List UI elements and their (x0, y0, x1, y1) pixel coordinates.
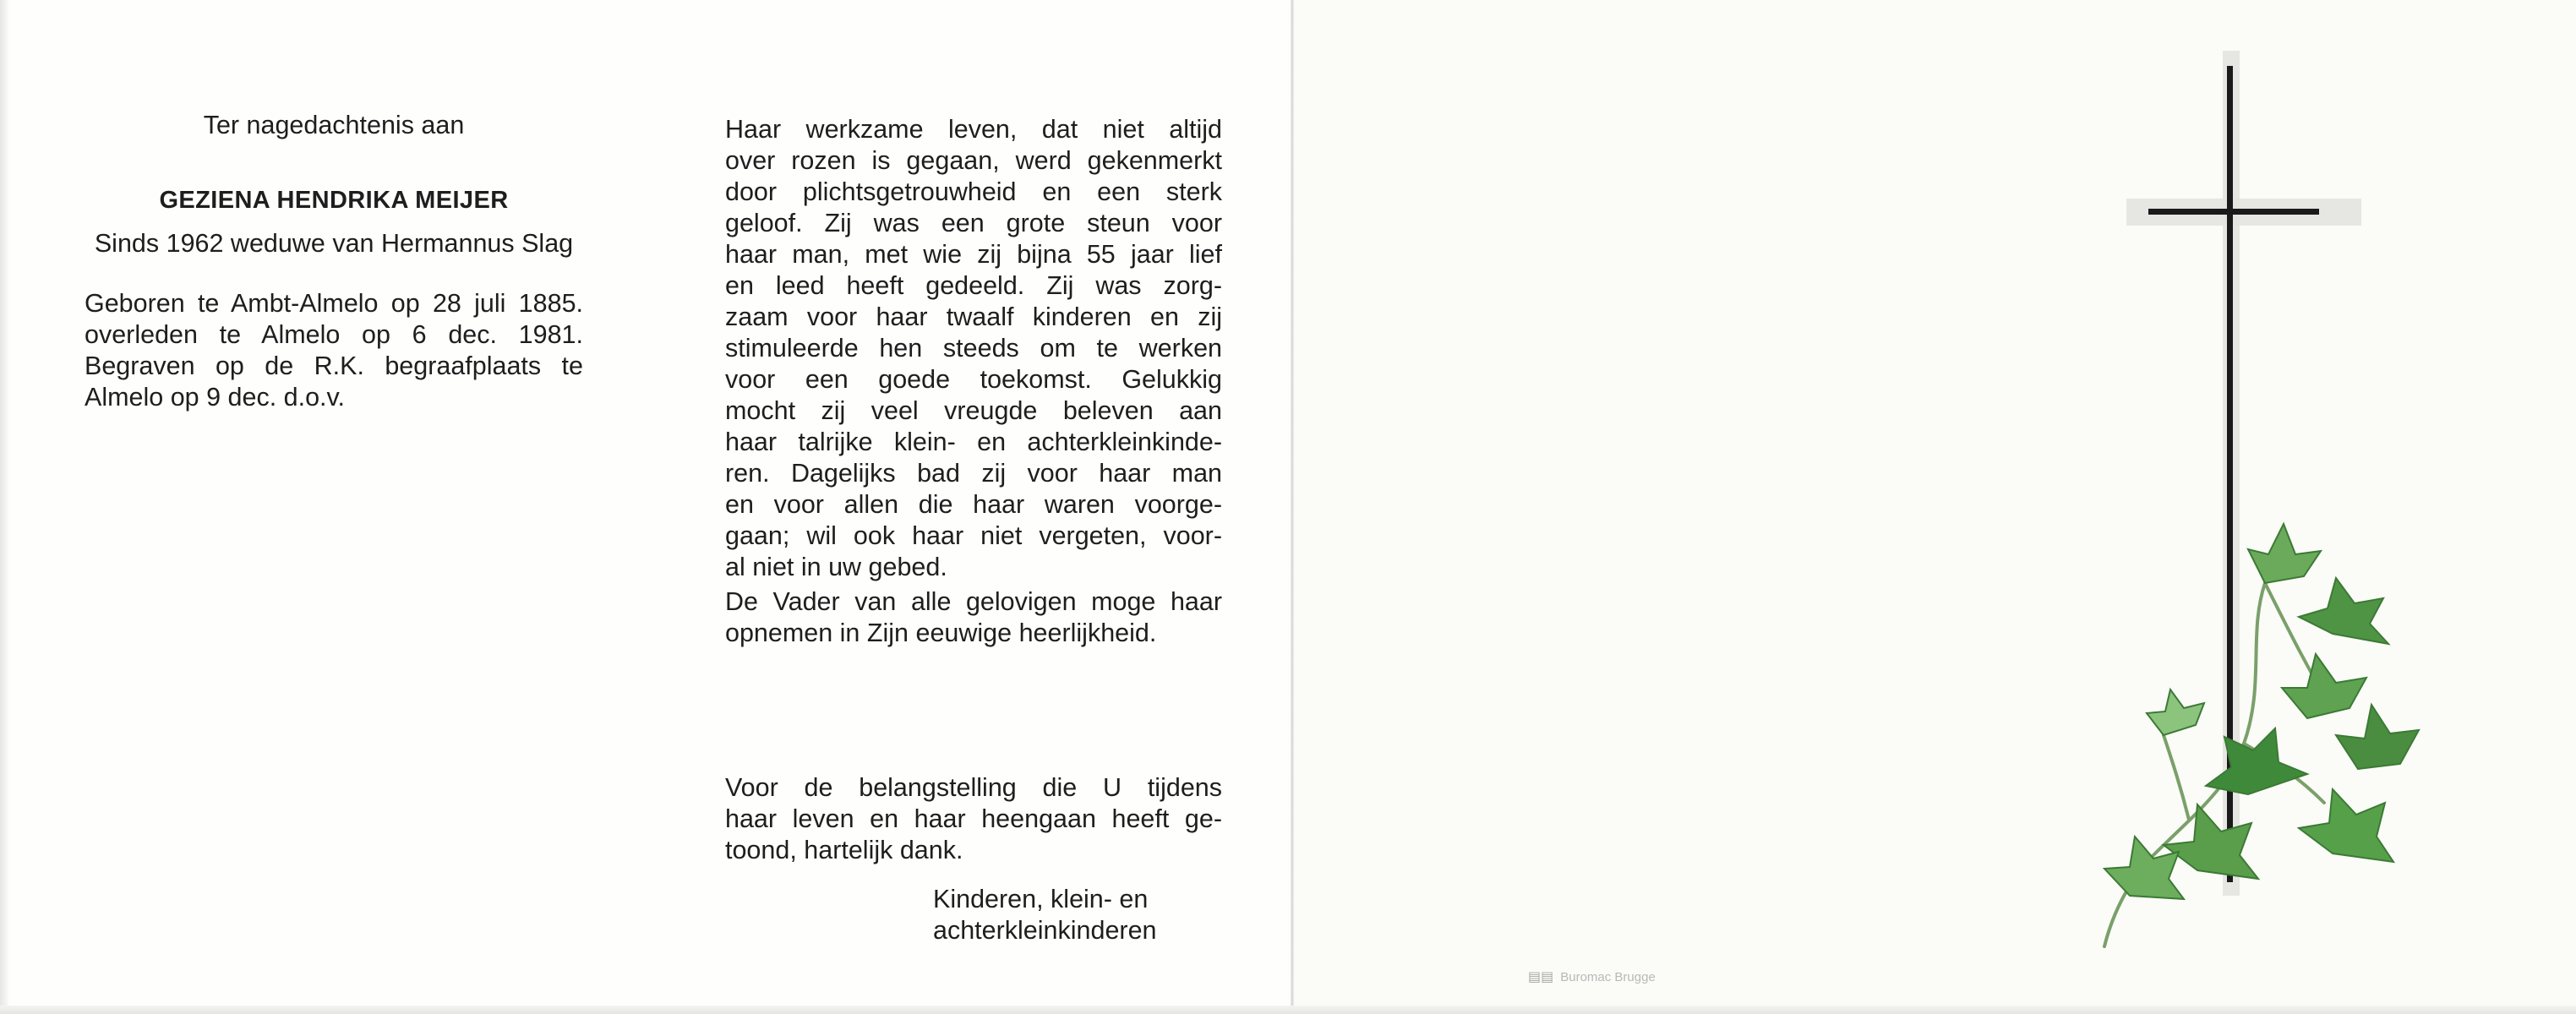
text-line: over rozen is gegaan, werd gekenmerkt (725, 146, 1222, 175)
text-line: en leed heeft gedeeld. Zij was zorg- (725, 271, 1222, 300)
text-line: voor een goede toekomst. Gelukkig (725, 365, 1222, 394)
deceased-name: GEZIENA HENDRIKA MEIJER (159, 187, 509, 214)
ivy-leaf (2147, 690, 2204, 735)
ivy-leaf (2206, 728, 2307, 794)
date-line: Geboren te Ambt-Almelo op 28 juli 1885. (85, 289, 583, 318)
text-line: geloof. Zij was een grote steun voor (725, 209, 1222, 237)
life-dates (85, 288, 583, 413)
buromac-logo-icon: ▤▤ (1528, 970, 1554, 984)
ivy-leaf (2248, 524, 2321, 583)
widow-line: Sinds 1962 weduwe van Hermannus Slag (94, 229, 574, 258)
text-line: en voor allen die haar waren voorge- (725, 490, 1222, 519)
ivy-leaves (2104, 524, 2419, 899)
printer-name: Buromac Brugge (1560, 969, 1656, 984)
right-panel (725, 114, 1222, 866)
text-line: stimuleerde hen steeds om te werken (725, 334, 1222, 363)
card-left-edge (0, 0, 8, 1014)
text-line: zaam voor haar twaalf kinderen en zij (725, 303, 1222, 331)
intro-line: Ter nagedachtenis aan (203, 111, 465, 139)
left-panel (85, 110, 583, 413)
text-line: ren. Dagelijks bad zij voor haar man (725, 459, 1222, 488)
text-line: haar man, met wie zij bijna 55 jaar lief (725, 240, 1222, 269)
text-line: gaan; wil ook haar niet vergeten, voor- (725, 521, 1222, 550)
signoff-line: Kinderen, klein- en (933, 885, 1149, 913)
thanks-line: haar leven en haar heengaan heeft ge- (725, 804, 1222, 833)
ivy-leaf (2336, 705, 2419, 769)
ivy-leaf (2299, 578, 2388, 644)
card-bottom-edge (0, 1006, 2576, 1014)
text-line: mocht zij veel vreugde beleven aan (725, 396, 1222, 425)
printer-credit (1528, 968, 1656, 985)
thanks-paragraph (725, 772, 1222, 866)
text-line: door plichtsgetrouwheid en een sterk (725, 177, 1222, 206)
prayer-line: De Vader van alle gelovigen moge haar (725, 587, 1222, 616)
cross-with-ivy-icon (2054, 42, 2442, 980)
signoff-line: achterkleinkinderen (933, 916, 1157, 945)
date-line: Begraven op de R.K. begraafplaats te (85, 352, 583, 380)
prayer-line: opnemen in Zijn eeuwige heerlijkheid. (725, 619, 1157, 647)
signoff (933, 884, 1157, 946)
text-line: al niet in uw gebed. (725, 553, 947, 581)
thanks-line: Voor de belangstelling die U tijdens (725, 773, 1222, 802)
text-line: haar talrijke klein- en achterkleinkinde- (725, 428, 1222, 456)
date-line: Almelo op 9 dec. d.o.v. (85, 383, 345, 412)
date-line: overleden te Almelo op 6 dec. 1981. (85, 320, 583, 349)
text-line: Haar werkzame leven, dat niet altijd (725, 115, 1222, 144)
ivy-leaf (2164, 804, 2258, 879)
tribute-paragraph (725, 114, 1222, 583)
cross-horizontal-beam (2148, 209, 2319, 215)
prayer-paragraph (725, 586, 1222, 649)
thanks-line: toond, hartelijk dank. (725, 836, 963, 864)
ivy-leaf (2299, 789, 2393, 862)
ivy-leaf (2282, 654, 2366, 718)
